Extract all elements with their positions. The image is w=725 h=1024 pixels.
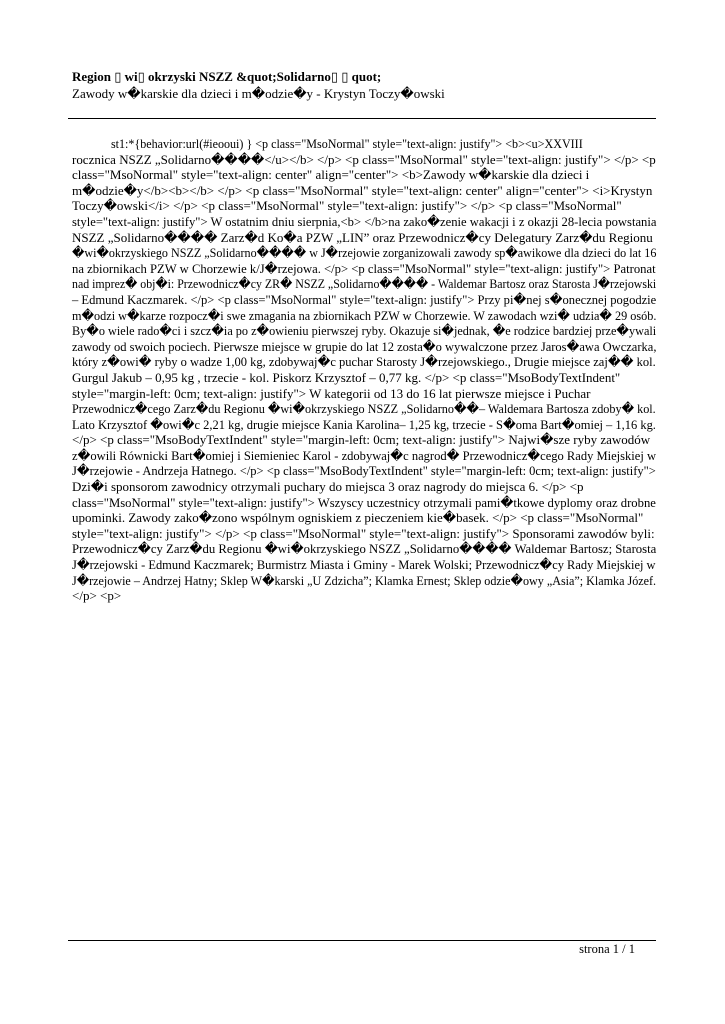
page-title: Region ▯ wi▯ okrzyski NSZZ &quot;Solidarno▯ ▯ quot; <box>72 69 382 84</box>
body-line: Toczy�owski</i> </p> <p class="MsoNormal" style="text-align: justify"> </p> <p class="MsoNormal" <box>72 198 622 214</box>
body-line: </p> <p class="MsoBodyTextIndent" style="margin-left: 0cm; text-align: justify"> Najwi�sze ryby zawodów <box>72 432 651 448</box>
footer-divider <box>68 940 656 941</box>
body-line: m�odzi w�karze rozpocz�i swe zmagania na zbiornikach PZW w Chorzewie. W zawodach wzi� udzia� 29 osób. <box>72 307 657 323</box>
body-line: m�odzie�y</b><b></b> </p> <p class="MsoNormal" style="text-align: center" align="center"> <i>Krystyn <box>72 182 653 198</box>
body-line: rocznica NSZZ „Solidarno����</u></b> </p> <p class="MsoNormal" style="text-align: justify"> </p> <p <box>72 151 656 167</box>
body-line: class="MsoNormal" style="text-align: center" align="center"> <b>Zawody w�karskie dla dzieci i <box>72 167 590 183</box>
body-line: Lato Krzysztof �owi�c 2,21 kg, drugie miejsce Kania Karolina– 1,25 kg, trzecie - S�oma Bart�omiej – 1,16 kg. <box>72 416 656 432</box>
body-line: st1:*{behavior:url(#ieooui) } <p class="MsoNormal" style="text-align: justify"> <b><u>XXVIII <box>110 136 583 151</box>
page-number: strona 1 / 1 <box>579 942 635 956</box>
body-line: Przewodnicz�cy Zarz�du Regionu �wi�okrzyskiego NSZZ „Solidarno���� Waldemar Bartosz; Starosta <box>72 541 657 557</box>
body-line: Gurgul Jakub – 0,95 kg , trzecie - kol. Piskorz Krzysztof – 0,77 kg. </p> <p class="MsoBodyTextIndent" <box>72 369 621 385</box>
body-line: By�o wiele rado�ci i szcz�ia po z�owieniu pierwszej ryby. Okazuje si�jednak, �e rodzice bardziej prze�ywali <box>72 323 657 339</box>
header-divider <box>68 118 656 119</box>
body-line: J�rzejowie - Andrzeja Hatnego. </p> <p class="MsoBodyTextIndent" style="margin-left: 0cm; text-align: justify"> <box>72 463 656 479</box>
body-line: który z�owi� ryby o wadze 1,00 kg, zdobywaj�c puchar Starosty J�rzejowskiego., Drugie miejsce zaj�� kol. <box>72 354 656 370</box>
body-line: – Edmund Kaczmarek. </p> <p class="MsoNormal" style="text-align: justify"> Przy pi�nej s�onecznej pogodzie <box>72 291 657 307</box>
body-line: J�rzejowski - Edmund Kaczmarek; Burmistrz Miasta i Gminy - Marek Wolski; Przewodnicz�cy Rady Miejskiej w <box>72 557 656 573</box>
body-line: </p> <p> <box>72 588 122 604</box>
body-line: Dzi�i sponsorom zawodnicy otrzymali puchary do miejsca 3 oraz nagrody do miejsca 6. </p> <p <box>72 479 584 495</box>
body-line: style="margin-left: 0cm; text-align: justify"> W kategorii od 13 do 16 lat pierwsze miejsce i Puchar <box>72 385 591 401</box>
body-line: class="MsoNormal" style="text-align: justify"> Wszyscy uczestnicy otrzymali pami�tkowe dyplomy oraz drobne <box>72 494 656 510</box>
body-line: upominki. Zawody zako�zono wspólnym ogniskiem z pieczeniem kie�basek. </p> <p class="MsoNormal" <box>72 510 644 526</box>
page-subtitle: Zawody w�karskie dla dzieci i m�odzie�y - Krystyn Toczy�owski <box>72 86 445 101</box>
body-line: �wi�okrzyskiego NSZZ „Solidarno���� w J�rzejowie zorganizowali zawody sp�awikowe dla dzieci do lat 16 <box>72 245 657 261</box>
body-line: NSZZ „Solidarno���� Zarz�d Ko�a PZW „LIN” oraz Przewodnicz�cy Delegatury Zarz�du Regionu <box>72 229 653 245</box>
body-line: z�owili Równicki Bart�omiej i Siemieniec Karol - zdobywaj�c nagrod� Przewodnicz�cego Rady Miejskiej w <box>72 447 657 463</box>
body-line: J�rzejowie – Andrzej Hatny; Sklep W�karski „U Zdzicha”; Klamka Ernest; Sklep odzie�owy „Asia”; Klamka Józef. <box>72 572 657 588</box>
body-line: zawody od swoich pociech. Pierwsze miejsce w grupie do lat 12 zosta�o wywalczone przez Jaros�awa Owczarka, <box>72 338 657 354</box>
body-line: Przewodnicz�cego Zarz�du Regionu �wi�okrzyskiego NSZZ „Solidarno��– Waldemara Bartosza zdoby� kol. <box>72 401 656 417</box>
article-body <box>72 136 656 604</box>
body-line: nad imprez� obj�i: Przewodnicz�cy ZR� NSZZ „Solidarno���� - Waldemar Bartosz oraz Starosta J�rzejowski <box>72 276 657 292</box>
body-line: na zbiornikach PZW w Chorzewie k/J�rzejowa. </p> <p class="MsoNormal" style="text-align: justify"> Patronat <box>72 260 656 276</box>
body-line: style="text-align: justify"> W ostatnim dniu sierpnia,<b> </b>na zako�zenie wakacji i z okazji 28-lecia powstania <box>72 213 657 229</box>
body-line: style="text-align: justify"> </p> <p class="MsoNormal" style="text-align: justify"> Sponsorami zawodów byli: <box>72 525 655 541</box>
